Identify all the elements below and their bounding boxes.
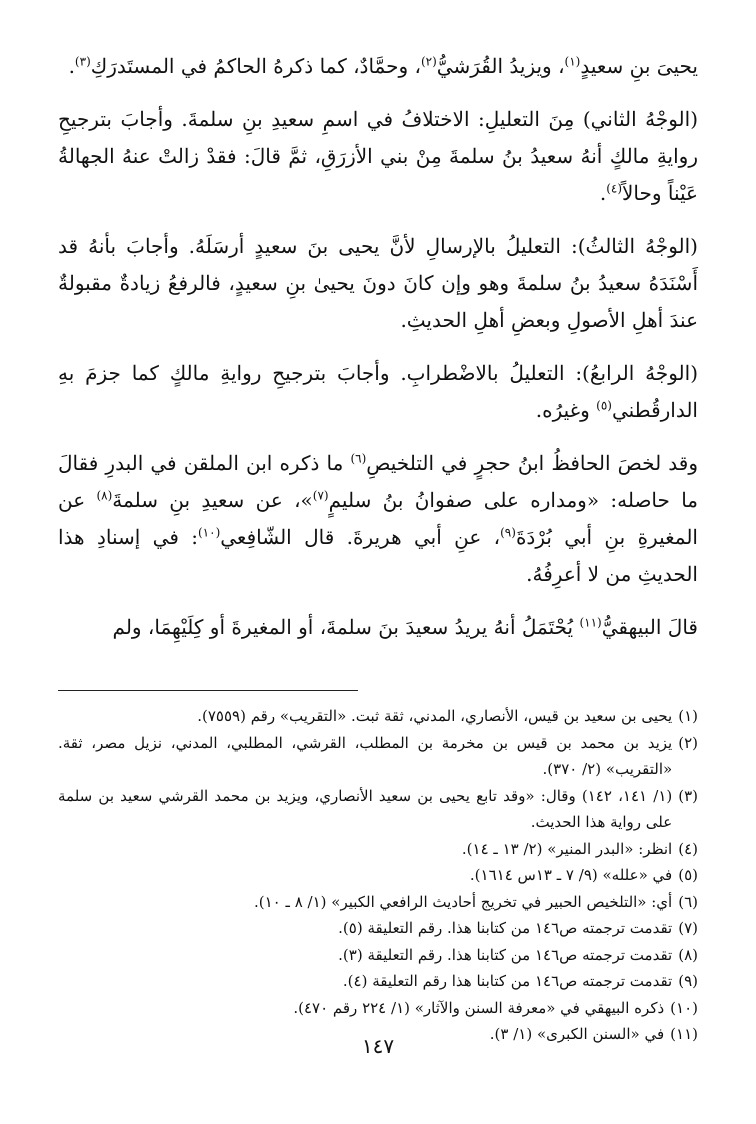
main-text — [58, 48, 698, 646]
footnote — [58, 862, 698, 889]
footnote-number: (٦) — [678, 892, 698, 911]
body-paragraph — [58, 445, 698, 593]
footnote-text: في «علله» (٩/ ٧ ـ ١٣س ١٦١٤). — [469, 866, 673, 884]
footnote — [58, 942, 698, 969]
text-segment: وقد لخصَ الحافظُ ابنُ حجرٍ في التلخيصِ — [366, 451, 698, 475]
text-segment: (الوجْهُ الرابعُ): التعليلُ بالاضْطرابِ. وأجابَ بترجيحِ روايةِ مالكٍ كما جزمَ بهِ الدارقُطني — [58, 361, 698, 422]
text-segment: : في إسنادِ هذا الحديثِ من لا أعرِفُهُ. — [58, 525, 698, 586]
text-segment: وغيرُه. — [535, 398, 597, 422]
text-segment: ، وحمَّادٌ، كما ذكرهُ الحاكمُ في المستَدرَكِ — [90, 54, 421, 78]
footnote-number: (٤) — [678, 839, 698, 858]
body-paragraph — [58, 609, 698, 646]
footnote — [58, 889, 698, 916]
footnote-number: (٥) — [678, 866, 698, 884]
text-segment: (الوجْهُ الثالثُ): التعليلُ بالإرسالِ لأنَّ يحيى بنَ سعيدٍ أرسَلَهُ. وأجابَ بأنهُ قد أَسْنَدَهُ سعيدُ بنُ سلمةَ وهو وإن كانَ دونَ يحيىٰ بنِ سعيدٍ، فالرفعُ زيادةٌ مقبولةٌ عندَ أهلِ الأصولِ وبعضِ أهلِ الحديثِ. — [58, 234, 698, 332]
footnote-text: (١/ ١٤١، ١٤٢) وقال: «وقد تابع يحيى بن سعيد الأنصاري، ويزيد بن محمد القرشي سعيد بن سلمة على رواية هذا الحديث. — [58, 786, 673, 831]
footnote — [58, 730, 698, 783]
footnote-text: يزيد بن محمد بن قيس بن مخرمة بن المطلب، القرشي، المطلبي، المدني، نزيل مصر، ثقة. «التقريب» (٢/ ٣٧٠). — [58, 733, 673, 778]
body-paragraph — [58, 355, 698, 429]
footnote-text: تقدمت ترجمته ص١٤٦ من كتابنا هذا رقم التعليقة (٤). — [342, 972, 673, 990]
text-segment: قالَ البيهقيُّ — [601, 615, 698, 639]
body-paragraph — [58, 228, 698, 339]
footnote-separator-wrap — [58, 672, 698, 703]
footnote-reference: (٨) — [96, 488, 113, 503]
footnote-reference: (٦) — [350, 451, 367, 466]
footnote-number: (١٠) — [670, 998, 698, 1017]
text-segment: ، عنِ أبي هريرةَ. قال الشّافِعي — [220, 525, 501, 549]
footnote-number: (٧) — [678, 919, 698, 937]
footnote-reference: (٥) — [596, 398, 612, 413]
body-paragraph — [58, 101, 698, 212]
footnote-reference: (٧) — [312, 488, 329, 503]
footnote — [58, 783, 698, 836]
footnote-reference: (١) — [564, 54, 581, 69]
footnote-separator — [58, 690, 358, 691]
footnote-number: (٩) — [678, 972, 698, 990]
footnote-text: يحيى بن سعيد بن قيس، الأنصاري، المدني، ثقة ثبت. «التقريب» رقم (٧٥٥٩). — [197, 707, 673, 725]
text-segment: ما ذكره ابن الملقن في البدرِ فقالَ ما حاصله: «ومداره على صفوانُ بنُ سليمٍ — [58, 451, 698, 512]
footnote-text: أي: «التلخيص الحبير في تخريج أحاديث الرافعي الكبير» (١/ ٨ ـ ١٠). — [254, 892, 673, 911]
footnote-reference: (١٠) — [197, 525, 221, 540]
text-segment: ، ويزيدُ القُرَشيُّ — [436, 54, 565, 78]
footnote-number: (١) — [678, 707, 698, 725]
text-segment: »، عن سعيدِ بنِ سلمةَ — [112, 488, 313, 512]
text-segment: عن المغيرةِ بنِ أبي بُرْدَةَ — [58, 488, 698, 549]
text-segment: (الوجْهُ الثاني) مِنَ التعليلِ: الاختلافُ في اسمِ سعيدِ بنِ سلمةَ. وأجابَ بترجيحِ روايةِ مالكٍ أنهُ سعيدُ بنُ سلمةَ مِنْ بني الأزرَقِ، ثمَّ قالَ: فقدْ زالتْ عنهُ الجهالةُ عَيْناً وحالاً — [58, 107, 698, 205]
footnote — [58, 968, 698, 995]
footnote-number: (٣) — [678, 786, 698, 805]
text-segment: يُحْتَمَلُ أنهُ يريدُ سعيدَ بنَ سلمةَ، أو المغيرةَ أو كِلَيْهِمَا، ولم — [112, 615, 580, 639]
footnote — [58, 836, 698, 863]
footnote-reference: (١١) — [579, 615, 602, 630]
body-paragraph — [58, 48, 698, 85]
footnote-text: تقدمت ترجمته ص١٤٦ من كتابنا هذا. رقم التعليقة (٥). — [338, 919, 673, 937]
footnote-reference: (٤) — [606, 181, 623, 196]
footnote-reference: (٢) — [420, 54, 437, 69]
footnote-text: انظر: «البدر المنير» (٢/ ١٣ ـ ١٤). — [461, 839, 673, 858]
footnote-number: (١١) — [670, 1025, 698, 1043]
page-number: ١٤٧ — [361, 1034, 395, 1058]
footnote-reference: (٣) — [74, 54, 91, 69]
footnote-number: (٢) — [678, 733, 698, 752]
footnote-number: (٨) — [678, 945, 698, 964]
text-segment: . — [68, 54, 75, 78]
text-segment: يحيىَ بنِ سعيدٍ — [580, 54, 698, 78]
book-page — [58, 48, 698, 1048]
footnote-reference: (٩) — [500, 525, 516, 540]
footnote-text: في «السنن الكبرى» (١/ ٣). — [489, 1025, 665, 1043]
text-segment: . — [599, 181, 607, 205]
footnotes-list — [58, 703, 698, 1048]
footnote — [58, 703, 698, 730]
footnote — [58, 995, 698, 1022]
footnote — [58, 915, 698, 942]
footnote-text: ذكره البيهقي في «معرفة السنن والآثار» (١/ ٢٢٤ رقم ٤٧٠). — [293, 998, 665, 1017]
footnote-text: تقدمت ترجمته ص١٤٦ من كتابنا هذا. رقم التعليقة (٣). — [338, 945, 673, 964]
